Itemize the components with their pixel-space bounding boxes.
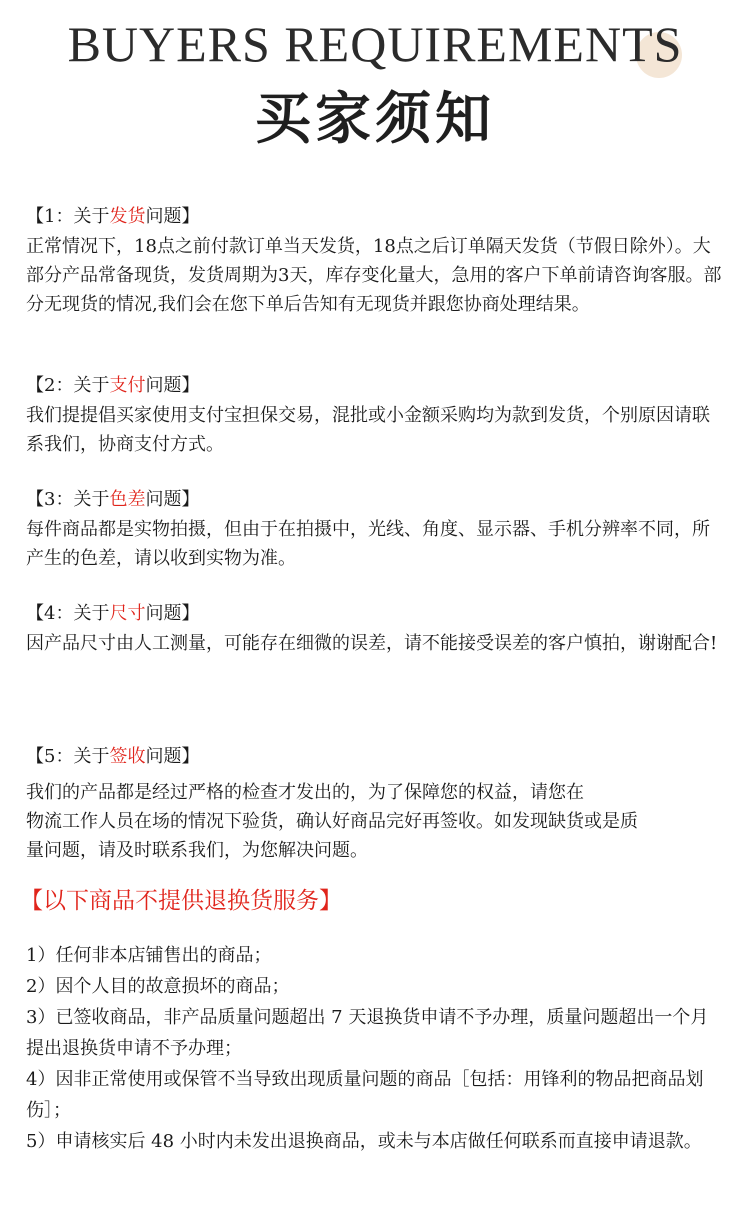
- section-shipping: [26, 202, 726, 319]
- rule-item: 3）已签收商品，非产品质量问题超出 7 天退换货申请不予办理，质量问题超出一个月提出退换货申请不予办理；: [26, 1007, 709, 1059]
- section-title-suffix: 问题】: [145, 746, 200, 767]
- section-body: 我们提提倡买家使用支付宝担保交易，混批或小金额采购均为款到发货，个别原因请联系我们，协商支付方式。: [26, 405, 710, 455]
- rule-item: 2）因个人目的故意损坏的商品；: [26, 976, 290, 997]
- section-title-prefix: 【3：关于: [26, 489, 110, 510]
- section-color-difference: [26, 485, 726, 573]
- page-title-chinese: 买家须知: [255, 87, 495, 152]
- section-title-highlight: 支付: [109, 375, 146, 396]
- section-title-prefix: 【5：关于: [26, 746, 110, 767]
- section-title: [26, 599, 726, 629]
- section-receipt: [26, 742, 726, 865]
- rule-item: 1）任何非本店铺售出的商品；: [26, 945, 272, 966]
- no-return-rules-list: [26, 940, 726, 1157]
- section-title-highlight: 签收: [109, 746, 146, 767]
- section-body: 每件商品都是实物拍摄，但由于在拍摄中，光线、角度、显示器、手机分辨率不同，所产生的色差，请以收到实物为准。: [26, 519, 710, 569]
- section-title: [26, 742, 726, 772]
- section-title: [26, 485, 726, 515]
- section-title-highlight: 发货: [109, 206, 146, 227]
- section-body: 正常情况下，18点之前付款订单当天发货，18点之后订单隔天发货（节假日除外）。大部分产品常备现货，发货周期为3天，库存变化量大，急用的客户下单前请咨询客服。部分无现货的情况,我们会在您下单后告知有无现货并跟您协商处理结果。: [26, 236, 722, 315]
- section-body: [26, 778, 726, 865]
- section-title-prefix: 【4：关于: [26, 603, 110, 624]
- section-title: [26, 371, 726, 401]
- section-title-highlight: 尺寸: [109, 603, 146, 624]
- section-body-line: 物流工作人员在场的情况下验货，确认好商品完好再签收。如发现缺货或是质: [26, 811, 638, 832]
- section-size: [26, 599, 726, 658]
- no-return-notice-title: 【以下商品不提供退换货服务】: [20, 888, 342, 914]
- page-title-english: BUYERS REQUIREMENTS: [67, 16, 683, 72]
- section-title-suffix: 问题】: [145, 603, 200, 624]
- section-body-line: 量问题，请及时联系我们，为您解决问题。: [26, 840, 368, 861]
- section-title-suffix: 问题】: [145, 375, 200, 396]
- section-payment: [26, 371, 726, 459]
- section-title-highlight: 色差: [109, 489, 146, 510]
- section-title-suffix: 问题】: [145, 206, 200, 227]
- section-body: 因产品尺寸由人工测量，可能存在细微的误差，请不能接受误差的客户慎拍，谢谢配合!: [26, 633, 718, 654]
- rule-item: 5）申请核实后 48 小时内未发出退换商品，或未与本店做任何联系而直接申请退款。: [26, 1131, 702, 1152]
- rule-item: 4）因非正常使用或保管不当导致出现质量问题的商品［包括：用锋利的物品把商品划伤］；: [26, 1069, 704, 1121]
- section-body-line: 我们的产品都是经过严格的检查才发出的，为了保障您的权益，请您在: [26, 782, 584, 803]
- page-header: [0, 0, 750, 170]
- section-title-prefix: 【1：关于: [26, 206, 110, 227]
- section-title: [26, 202, 726, 232]
- section-title-prefix: 【2：关于: [26, 375, 110, 396]
- section-title-suffix: 问题】: [145, 489, 200, 510]
